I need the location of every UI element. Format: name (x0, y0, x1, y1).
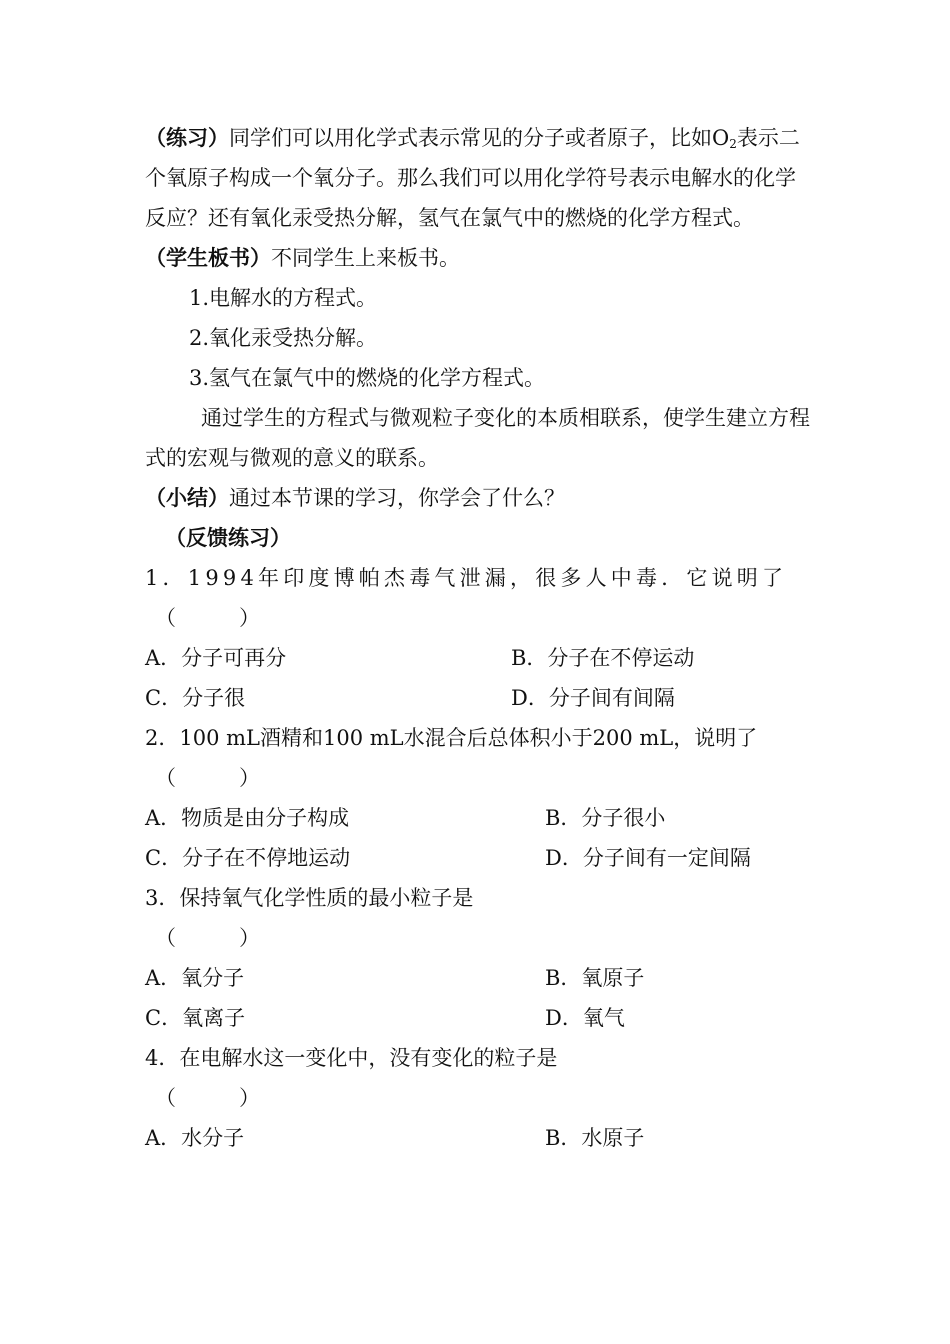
board-item: 3.氢气在氯气中的燃烧的化学方程式。 (189, 366, 546, 390)
question-stem: 3．保持氧气化学性质的最小粒子是 (145, 886, 474, 910)
answer-blank: （ ） (155, 766, 260, 790)
intro-subscript: 2 (729, 137, 737, 151)
option: C．氧离子 (145, 1006, 246, 1030)
option: A．氧分子 (145, 966, 245, 990)
intro-text-b: 表示二个氧原子构成一个氧分子。那么我们可以用化学符号表示电解水的化学反应？还有氧化汞受热分解，氢气在氯气中的燃烧的化学方程式。 (145, 126, 800, 230)
answer-blank: （ ） (155, 926, 260, 950)
option: B．分子在不停运动 (511, 646, 695, 670)
board-item: 1.电解水的方程式。 (189, 286, 378, 310)
summary-label: （小结） (145, 485, 229, 510)
question-stem: 1．1994年印度博帕杰毒气泄漏，很多人中毒．它说明了 (145, 566, 788, 590)
intro-text-a: 同学们可以用化学式表示常见的分子或者原子，比如O (229, 126, 730, 150)
summary-paragraph (145, 478, 810, 518)
question-stem: 4．在电解水这一变化中，没有变化的粒子是 (145, 1046, 558, 1070)
options-row (145, 998, 810, 1038)
answer-blank: （ ） (155, 606, 260, 630)
options-row (145, 638, 810, 678)
document-page (145, 118, 810, 1158)
options-row (145, 1118, 810, 1158)
option: C．分子在不停地运动 (145, 846, 351, 870)
option: A．水分子 (145, 1126, 245, 1150)
option: C．分子很 (145, 686, 246, 710)
intro-paragraph (145, 118, 810, 238)
options-row (145, 838, 810, 878)
option: D．氧气 (545, 1006, 625, 1030)
summary-text: 通过本节课的学习，你学会了什么？ (229, 486, 565, 510)
feedback-title: （反馈练习） (165, 525, 291, 550)
option: B．氧原子 (545, 966, 645, 990)
question-stem: 2．100 mL酒精和100 mL水混合后总体积小于200 mL，说明了 (145, 726, 758, 750)
option: B．分子很小 (545, 806, 666, 830)
option: A．物质是由分子构成 (145, 806, 350, 830)
options-row (145, 678, 810, 718)
answer-blank: （ ） (155, 1086, 260, 1110)
option: D．分子间有一定间隔 (545, 846, 751, 870)
option: A．分子可再分 (145, 646, 287, 670)
board-label: （学生板书） (145, 245, 271, 270)
options-row (145, 798, 810, 838)
options-row (145, 958, 810, 998)
link-paragraph: 通过学生的方程式与微观粒子变化的本质相联系，使学生建立方程式的宏观与微观的意义的联系。 (145, 406, 810, 470)
board-item: 2.氧化汞受热分解。 (189, 326, 378, 350)
option: D．分子间有间隔 (511, 686, 675, 710)
board-paragraph (145, 238, 810, 278)
board-text: 不同学生上来板书。 (271, 246, 460, 270)
option: B．水原子 (545, 1126, 645, 1150)
intro-label: （练习） (145, 125, 229, 150)
